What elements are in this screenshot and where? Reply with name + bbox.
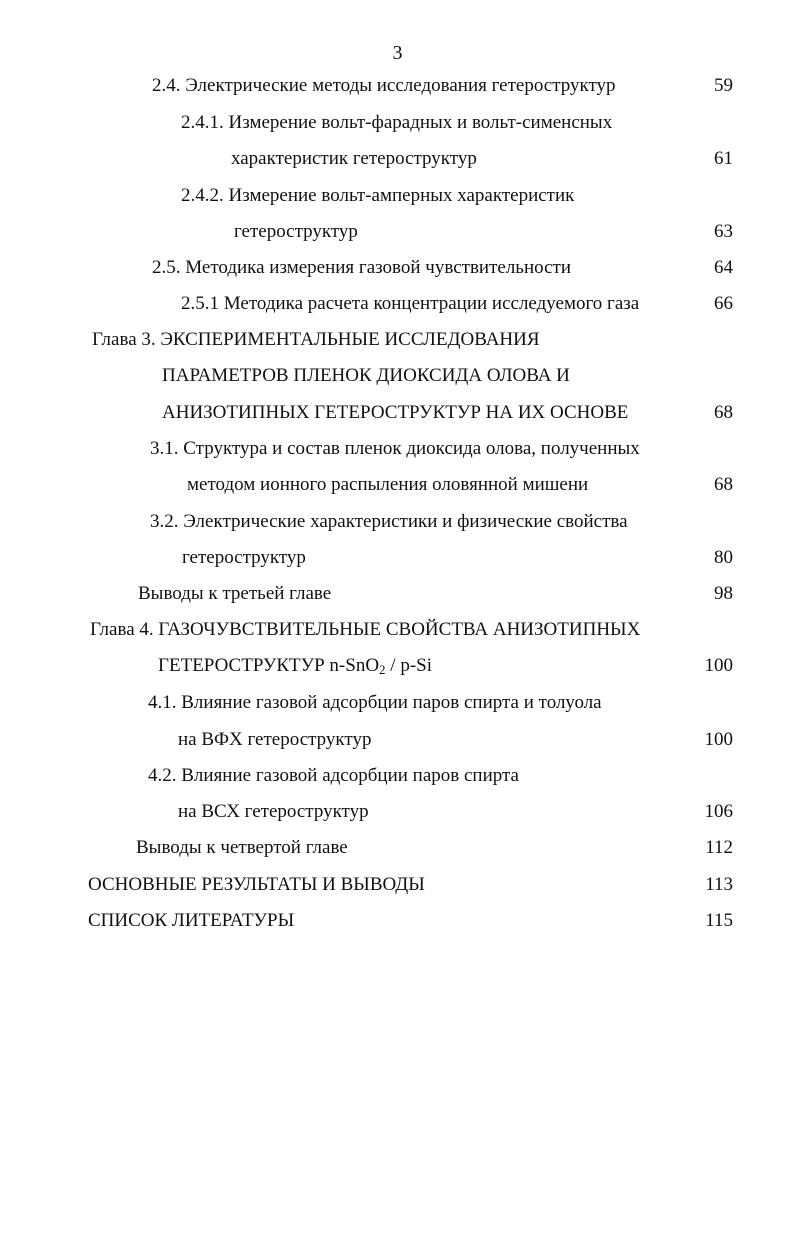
toc-entry-4-1: 4.1. Влияние газовой адсорбции паров спирта и толуола xyxy=(148,692,602,713)
toc-entry-2-4-1-cont: характеристик гетероструктур xyxy=(231,148,477,169)
toc-entry-4-2-cont: на ВСХ гетероструктур xyxy=(178,801,369,822)
toc-entry-3-1: 3.1. Структура и состав пленок диоксида олова, полученных xyxy=(150,438,640,459)
toc-chapter-3: Глава 3. ЭКСПЕРИМЕНТАЛЬНЫЕ ИССЛЕДОВАНИЯ xyxy=(92,329,540,350)
toc-chapter-4-text-a: ГЕТЕРОСТРУКТУР n-SnO xyxy=(158,655,380,676)
toc-page-4-2: 106 xyxy=(704,801,733,822)
toc-entry-4-1-cont: на ВФХ гетероструктур xyxy=(178,729,372,750)
toc-page-2-5: 64 xyxy=(714,257,733,278)
toc-page-chapter-4: 100 xyxy=(704,655,733,676)
toc-page-conclusions-3: 98 xyxy=(714,583,733,604)
toc-page-chapter-3: 68 xyxy=(714,402,733,423)
toc-entry-2-4-1: 2.4.1. Измерение вольт-фарадных и вольт-сименсных xyxy=(181,112,613,133)
toc-entry-2-4-2-cont: гетероструктур xyxy=(234,221,358,242)
toc-chapter-4-cont xyxy=(158,654,432,682)
toc-main-results: ОСНОВНЫЕ РЕЗУЛЬТАТЫ И ВЫВОДЫ xyxy=(88,874,425,895)
toc-references: СПИСОК ЛИТЕРАТУРЫ xyxy=(88,910,295,931)
toc-conclusions-3: Выводы к третьей главе xyxy=(138,583,332,604)
toc-entry-3-2-cont: гетероструктур xyxy=(182,547,306,568)
toc-chapter-4: Глава 4. ГАЗОЧУВСТВИТЕЛЬНЫЕ СВОЙСТВА АНИЗОТИПНЫХ xyxy=(90,619,641,640)
toc-entry-2-4: 2.4. Электрические методы исследования гетероструктур xyxy=(152,75,616,96)
toc-page-2-5-1: 66 xyxy=(714,293,733,314)
toc-entry-3-2: 3.2. Электрические характеристики и физические свойства xyxy=(150,511,628,532)
toc-conclusions-4: Выводы к четвертой главе xyxy=(136,837,348,858)
toc-page-conclusions-4: 112 xyxy=(705,837,733,858)
toc-page-3-2: 80 xyxy=(714,547,733,568)
toc-entry-2-4-2: 2.4.2. Измерение вольт-амперных характеристик xyxy=(181,185,575,206)
toc-page-4-1: 100 xyxy=(704,729,733,750)
toc-entry-4-2: 4.2. Влияние газовой адсорбции паров спирта xyxy=(148,765,519,786)
toc-page-main-results: 113 xyxy=(705,874,733,895)
toc-page-2-4: 59 xyxy=(714,75,733,96)
toc-page-3-1: 68 xyxy=(714,474,733,495)
toc-page-2-4-2: 63 xyxy=(714,221,733,242)
toc-chapter-4-text-b: / p-Si xyxy=(385,655,432,676)
toc-chapter-3-cont-2: АНИЗОТИПНЫХ ГЕТЕРОСТРУКТУР НА ИХ ОСНОВЕ xyxy=(162,402,629,423)
page-number: 3 xyxy=(392,42,403,64)
toc-page-2-4-1: 61 xyxy=(714,148,733,169)
toc-entry-2-5-1: 2.5.1 Методика расчета концентрации исследуемого газа xyxy=(181,293,640,314)
toc-entry-3-1-cont: методом ионного распыления оловянной мишени xyxy=(187,474,589,495)
toc-entry-2-5: 2.5. Методика измерения газовой чувствительности xyxy=(152,257,572,278)
toc-chapter-3-cont-1: ПАРАМЕТРОВ ПЛЕНОК ДИОКСИДА ОЛОВА И xyxy=(162,365,570,386)
toc-page-references: 115 xyxy=(705,910,733,931)
toc-chapter-4-subscript: 2 xyxy=(379,662,386,677)
